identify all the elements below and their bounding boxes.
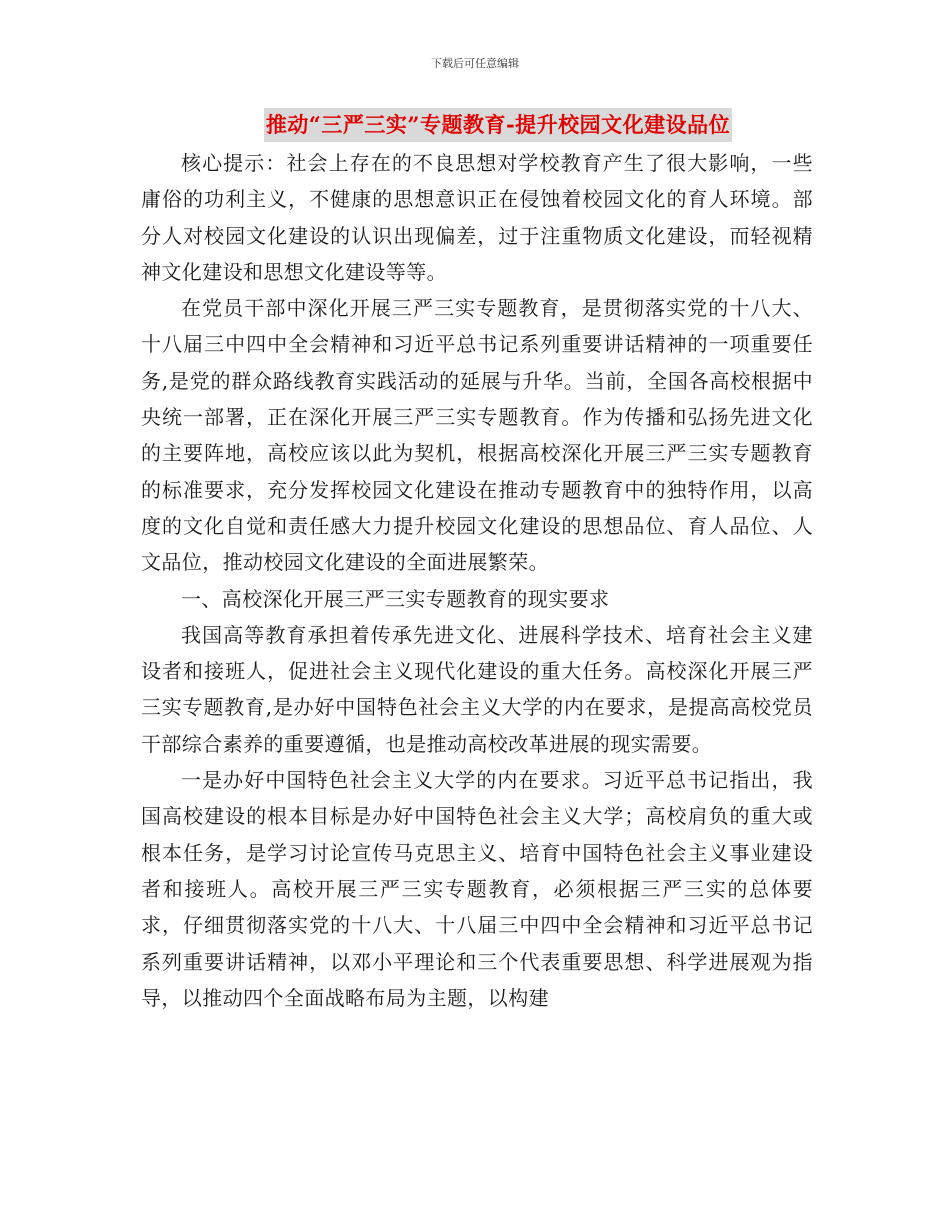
document-title: 推动“三严三实”专题教育-提升校园文化建设品位 xyxy=(264,108,732,142)
paragraph-core-hint: 核心提示：社会上存在的不良思想对学校教育产生了很大影响，一些庸俗的功利主义，不健康的思想意识正在侵蚀着校园文化的育人环境。部分人对校园文化建设的认识出现偏差，过于注重物质文化建设，而轻视精神文化建设和思想文化建设等等。 xyxy=(141,151,813,284)
section-heading-1: 一、高校深化开展三严三实专题教育的现实要求 xyxy=(181,586,610,611)
header-note: 下载后可任意编辑 xyxy=(431,57,519,70)
title-container xyxy=(0,108,950,142)
paragraph-intro: 在党员干部中深化开展三严三实专题教育，是贯彻落实党的十八大、十八届三中四中全会精神和习近平总书记系列重要讲话精神的一项重要任务,是党的群众路线教育实践活动的延展与升华。当前，全国各高校根据中央统一部署，正在深化开展三严三实专题教育。作为传播和弘扬先进文化的主要阵地，高校应该以此为契机，根据高校深化开展三严三实专题教育的标准要求，充分发挥校园文化建设在推动专题教育中的独特作用，以高度的文化自觉和责任感大力提升校园文化建设的思想品位、育人品位、人文品位，推动校园文化建设的全面进展繁荣。 xyxy=(141,296,813,575)
paragraph-requirements: 我国高等教育承担着传承先进文化、进展科学技术、培育社会主义建设者和接班人，促进社会主义现代化建设的重大任务。高校深化开展三严三实专题教育,是办好中国特色社会主义大学的内在要求，是提高高校党员干部综合素养的重要遵循，也是推动高校改革进展的现实需要。 xyxy=(141,622,813,756)
document-body xyxy=(141,145,813,1016)
paragraph-point-one: 一是办好中国特色社会主义大学的内在要求。习近平总书记指出，我国高校建设的根本目标是办好中国特色社会主义大学；高校肩负的重大或根本任务，是学习讨论宣传马克思主义、培育中国特色社会主义事业建设者和接班人。高校开展三严三实专题教育，必须根据三严三实的总体要求，仔细贯彻落实党的十八大、十八届三中四中全会精神和习近平总书记系列重要讲话精神，以邓小平理论和三个代表重要思想、科学进展观为指导，以推动四个全面战略布局为主题，以构建 xyxy=(141,768,813,1010)
